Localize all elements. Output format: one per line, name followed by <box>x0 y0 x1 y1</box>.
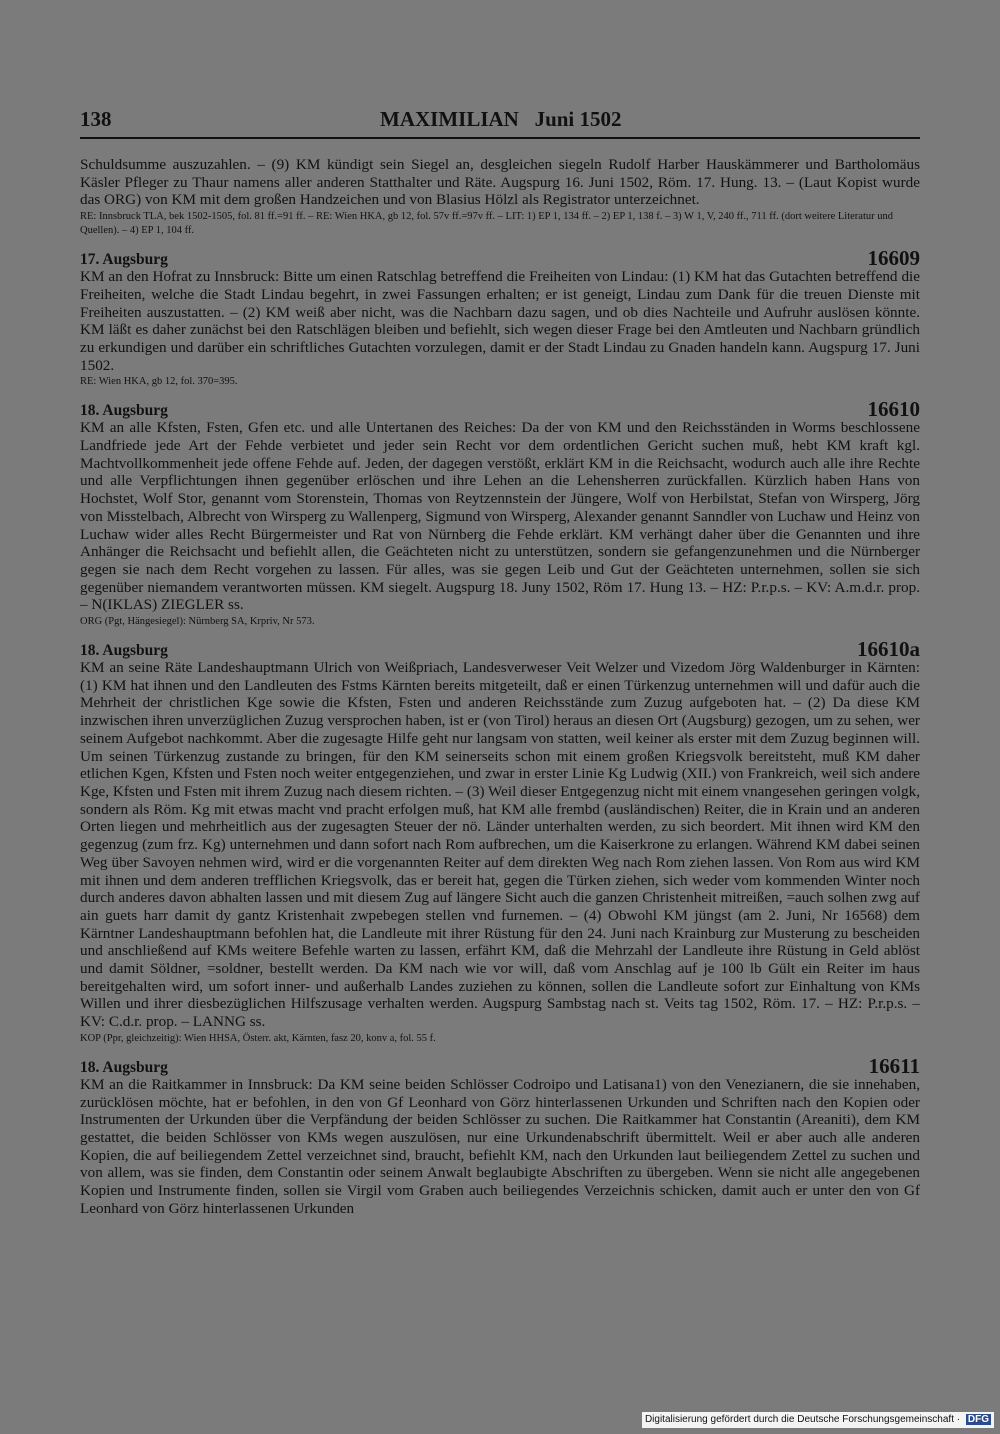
intro-source: RE: Innsbruck TLA, bek 1502-1505, fol. 81 ff.=91 ff. – RE: Wien HKA, gb 12, fol. 57v ff.=97v ff. – LIT: 1) EP 1, 134 ff. – 2) EP 1, 138 f. – 3) W 1, V, 240 ff., 711 ff. (dort weitere Literatur und Quellen). – 4) EP 1, 104 ff. <box>80 211 893 237</box>
entry-heading <box>80 246 920 271</box>
entry <box>80 1053 920 1218</box>
footer-credit <box>642 1412 994 1428</box>
entry-source: ORG (Pgt, Hängesiegel): Nürnberg SA, Krpriv, Nr 573. <box>80 616 315 628</box>
entry-text: KM an seine Räte Landeshauptmann Ulrich von Weißpriach, Landesverweser Veit Welzer und Vizedom Jörg Waldenburger in Kärnten: (1) KM hat ihnen und den Landleuten des Fstms Kärnten bereits mitgeteilt, daß er einen Türkenzug unternehmen will und dafür auch die Mehrheit der christlichen Kge sowie die Kfsten, Fsten und anderen Reichsstände zum Zuzug aufgeboten hat. – (2) Da diese KM inzwischen ihren unverzüglichen Zuzug versprochen haben, ist er (von Tirol) heraus an diesen Ort (Augsburg) gezogen, um zu sehen, wer seinem Aufgebot nachkommt. Aber die zugesagte Hilfe geht nur langsam von statten, weil keiner als erster mit dem Zuzug beginnen will. Um seinen Türkenzug zustande zu bringen, für den KM seinerseits schon mit einem großen Kriegsvolk bereitsteht, muß KM daher etlichen Kgen, Kfsten und Fsten noch weiter entgegenziehen, und zwar in erster Linie Kg Ludwig (XII.) von Frankreich, weil sich andere Kge, Kfsten und Fsten mit ihrem Zuzug nach diesem richten. – (3) Weil dieser Entgegenzug nicht mit einem vnangesehen geringen volgk, sondern als Röm. Kg mit etwas macht vnd pracht erfolgen muß, hat KM alle frembd (ausländischen) Reiter, die in Krain und an anderen Orten liegen und mehrheitlich aus der zugesagten Steuer der nö. Länder unterhalten werden, zu sich beordert. Mit ihnen wird KM den gegenzug (zum frz. Kg) unternehmen und dann sofort nach Rom aufbrechen, um die Kaiserkrone zu erlangen. Während KM dabei seinen Weg über Savoyen nehmen wird, wird er die vorgenannten Reiter auf dem direkten Weg nach Rom ziehen lassen. Von Rom aus wird KM mit ihnen und dem anderen trefflichen Kriegsvolk, das er bereit hat, gegen die Türken ziehen, sich weder vom kommenden Winter noch durch anderes davon abhalten lassen und mit diesem Zug auf längere Sicht auch die ganzen Christenheit mitreißen, =auch solhen zwg auf ain guets harr damit dy gantz Kristenhait zwpebegen stellen vnd furnemen. – (4) Obwohl KM jüngst (am 2. Juni, Nr 16568) dem Kärntner Landeshauptmann befohlen hat, die Landleute mit ihrer Rüstung für den 24. Juni nach Krainburg zur Musterung zu bescheiden und anschließend auf KMs weitere Befehle warten zu lassen, erfährt KM, daß die Mehrzahl der Landleute ihre Rüstung in Geld ablöst und damit Söldner, =soldner, bestellt werden. Da KM nach wie vor will, daß vom Anschlag auf je 100 lb Gült ein Reiter im haus bereitgehalten wird, um sofort inner- und außerhalb Landes zuziehen zu können, sollen die Landleute sofort zur Einhaltung von KMs Willen und ihrer diesbezüglichen Hilfszusage verhalten werden. Augspurg Sambstag nach st. Veits tag 1502, Röm. 17. – HZ: P.r.p.s. – KV: C.d.r. prop. – LANNG ss. <box>80 659 920 1031</box>
entry-text: KM an die Raitkammer in Innsbruck: Da KM seine beiden Schlösser Codroipo und Latisana1) von den Venezianern, die sie innehaben, zurücklösen möchte, hat er befohlen, in den von Gf Leonhard von Görz hinterlassenen Urkunden und Schriften nach den Kopien oder Instrumenten der Urkunden über die Verpfändung der beiden Schlösser zu suchen. Die Raitkammer hat Constantin (Areaniti), dem KM gestattet, die beiden Schlösser von KMs wegen auszulösen, nur eine Urkundenabschrift übermittelt. Weil er aber auch alle anderen Kopien, die auf beiliegendem Zettel verzeichnet sind, braucht, befiehlt KM, nach den Urkunden laut beiliegendem Zettel zu suchen und von allem, was sie finden, dem Constantin oder seinem Anwalt beglaubigte Abschriften zu übergeben. Wenn sie nicht alle angegebenen Kopien und Instrumente finden, sollen sie Virgil vom Graben auch beiliegendes Verzeichnis schicken, damit auch er unter den von Gf Leonhard von Görz hinterlassenen Urkunden <box>80 1075 920 1217</box>
entry <box>80 637 920 1046</box>
entry-text: KM an alle Kfsten, Fsten, Gfen etc. und alle Untertanen des Reiches: Da der von KM und den Reichsständen in Worms beschlossene Landfriede jede Art der Fehde verbietet und jeder sein Recht vor dem ordentlichen Gericht suchen muß, hebt KM kraft kgl. Machtvollkommenheit jede offene Fehde auf. Jeden, der dagegen verstößt, erklärt KM in die Reichsacht, wodurch auch alle ihre Rechte und alle Verpflichtungen ihnen gegenüber erlöschen und ihre Lehen an die Lehensherren zurückfallen. Kürzlich haben Hans von Hochstet, Wolf Stor, genannt vom Storenstein, Thomas von Reytzennstein der Jüngere, Wolf von Herbilstat, Stefan von Wirsperg, Jörg von Misstelbach, Albrecht von Wirsperg zu Wallenperg, Sigmund von Wirsperg, Alexander genannt Sanndler von Luchaw und Heinz von Luchaw wider alles Recht Bürgermeister und Rat von Nürnberg die Fehde erklärt. KM verhängt daher über die Genannten und ihre Anhänger die Reichsacht und befiehlt allen, die Geächteten nicht zu unterstützen, sondern sie gefangenzunehmen und die Nürnberger gegen sie nach dem Recht vorgehen zu lassen. Für alles, was sie gegen Leib und Gut der Geächteten unternehmen, sollen sie sich gegenüber niemandem verantworten müssen. KM siegelt. Augspurg 18. Juny 1502, Röm 17. Hung 13. – HZ: P.r.p.s. – KV: A.m.d.r. prop. – N(IKLAS) ZIEGLER ss. <box>80 419 920 614</box>
intro-text: Schuldsumme auszuzahlen. – (9) KM kündigt sein Siegel an, desgleichen siegeln Rudolf Harber Hauskämmerer und Bartholomäus Käsler Pfleger zu Thaur namens aller anderen Statthalter und Räte. Augspurg 16. Juni 1502, Röm. 17. Hung. 13. – (Laut Kopist wurde das ORG) von KM mit dem großen Handzeichen und von Blasius Hölzl als Registrator unterzeichnet. <box>80 156 920 209</box>
entry-date-place: 18. Augsburg <box>80 402 168 420</box>
dfg-logo: DFG <box>967 1414 989 1425</box>
entry-number: 16609 <box>867 246 920 271</box>
entry-source: RE: Wien HKA, gb 12, fol. 370=395. <box>80 376 238 388</box>
page-header <box>80 104 920 134</box>
page-number: 138 <box>80 107 112 131</box>
entry-source: KOP (Ppr, gleichzeitig): Wien HHSA, Österr. akt, Kärnten, fasz 20, konv a, fol. 55 f. <box>80 1032 436 1044</box>
running-title: MAXIMILIAN Juni 1502 <box>380 107 622 131</box>
header-rule <box>80 137 920 139</box>
entry-date-place: 17. Augsburg <box>80 251 168 269</box>
entry-heading <box>80 1053 920 1078</box>
document-body <box>80 156 920 1217</box>
footer-text: Digitalisierung gefördert durch die Deutsche Forschungsgemeinschaft · <box>644 1414 963 1425</box>
entry-number: 16611 <box>868 1053 920 1078</box>
entry-heading <box>80 397 920 422</box>
entry-date-place: 18. Augsburg <box>80 642 168 660</box>
entry-heading <box>80 637 920 662</box>
entry-text: KM an den Hofrat zu Innsbruck: Bitte um einen Ratschlag betreffend die Freiheiten von Lindau: (1) KM hat das Gutachten betreffend die Freiheiten, welche die Stadt Lindau begehrt, in zwei Fassungen erhalten; er ist geneigt, Lindau zum Dank für die treuen Dienste mit Freiheiten auszustatten. – (2) KM weiß aber nicht, was die Nachbarn dazu sagen, und ob dies Nachteile und Aufruhr auslösen könnte. KM läßt es daher zunächst bei den Ratschlägen bleiben und befiehlt, sich wegen dieser Frage bei den Amtleuten und Nachbarn gründlich zu erkundigen und darüber ein schriftliches Gutachten vorzulegen, damit er der Stadt Lindau zu Gnaden handeln kann. Augspurg 17. Juni 1502. <box>80 268 920 374</box>
entry-number: 16610a <box>857 637 920 662</box>
entry-date-place: 18. Augsburg <box>80 1058 168 1076</box>
entry <box>80 246 920 389</box>
entry <box>80 397 920 629</box>
entry-number: 16610 <box>867 397 920 422</box>
